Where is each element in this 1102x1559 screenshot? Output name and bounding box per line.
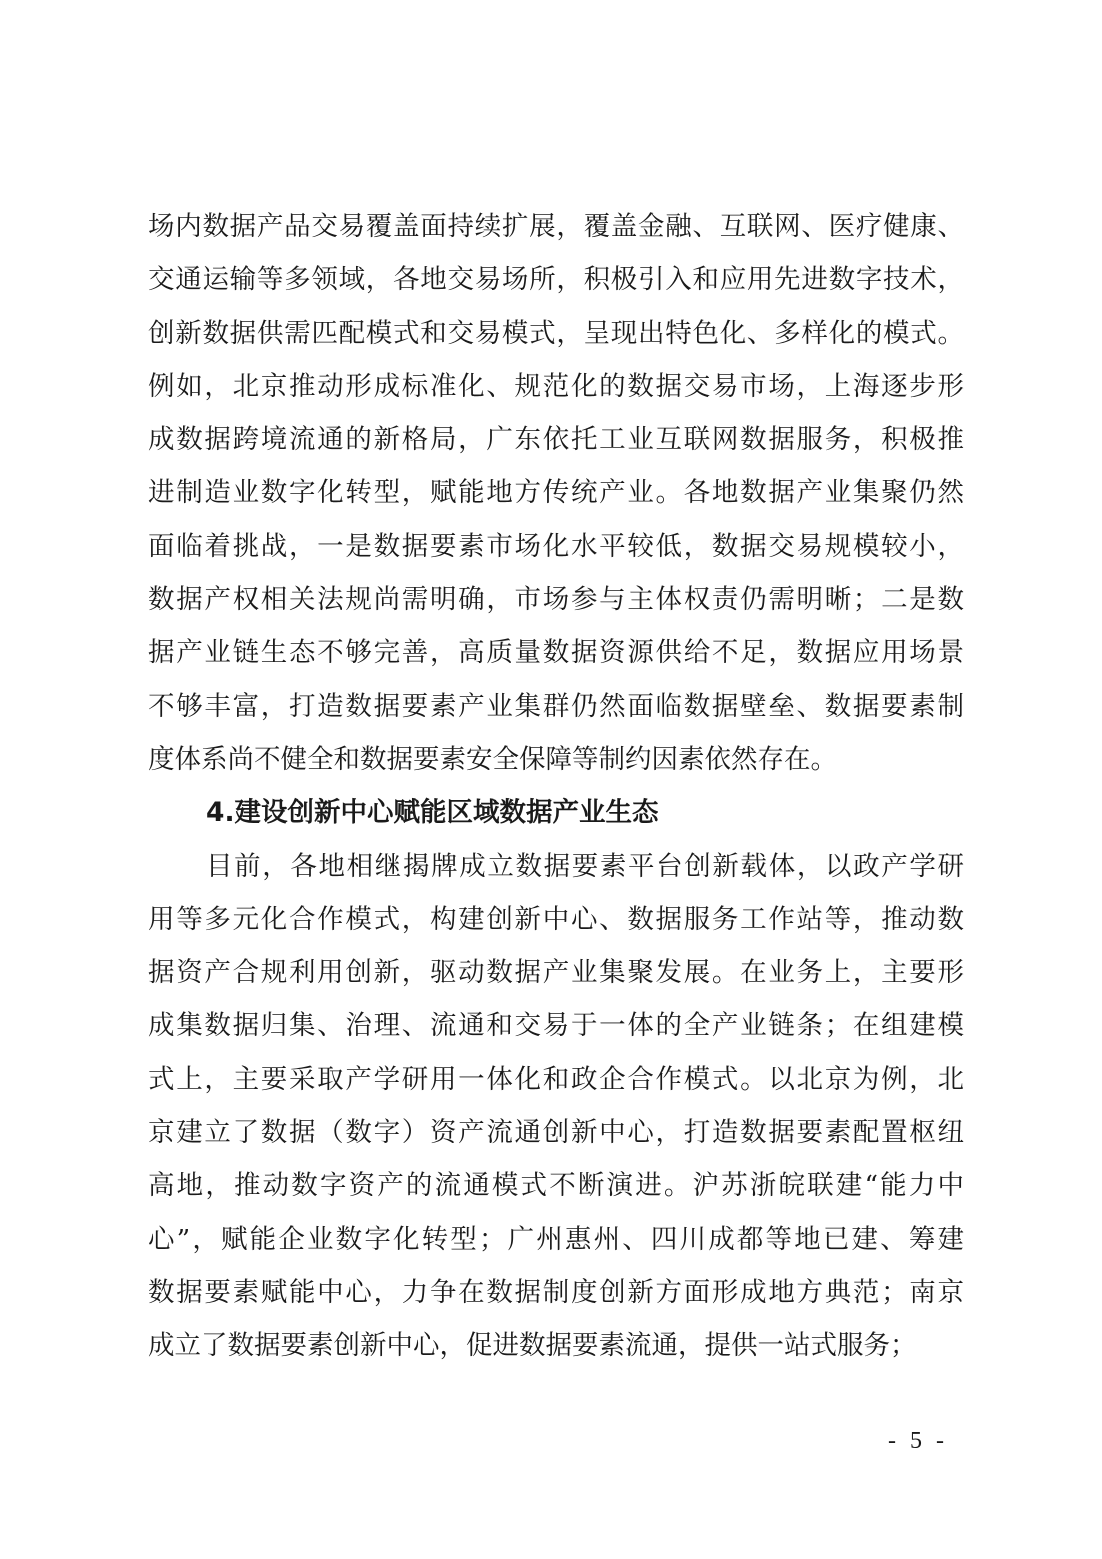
paragraph-line: 目前，各地相继揭牌成立数据要素平台创新载体，以政产学研 xyxy=(206,850,964,882)
paragraph-line: 面临着挑战，一是数据要素市场化水平较低，数据交易规模较小， xyxy=(148,530,964,562)
paragraph-line: 成数据跨境流通的新格局，广东依托工业互联网数据服务，积极推 xyxy=(148,424,964,456)
paragraph-line: 成集数据归集、治理、流通和交易于一体的全产业链条；在组建模 xyxy=(148,1010,964,1042)
paragraph-line: 数据要素赋能中心，力争在数据制度创新方面形成地方典范；南京 xyxy=(148,1276,964,1308)
paragraph-line: 高地，推动数字资产的流通模式不断演进。沪苏浙皖联建“能力中 xyxy=(148,1170,964,1202)
body-text xyxy=(148,200,964,1373)
paragraph-line: 进制造业数字化转型，赋能地方传统产业。各地数据产业集聚仍然 xyxy=(148,477,964,509)
paragraph-line: 场内数据产品交易覆盖面持续扩展，覆盖金融、互联网、医疗健康、 xyxy=(148,211,964,242)
paragraph-line: 据产业链生态不够完善，高质量数据资源供给不足，数据应用场景 xyxy=(148,637,964,669)
paragraph-line: 数据产权相关法规尚需明确，市场参与主体权责仍需明晰；二是数 xyxy=(148,584,964,616)
paragraph-line: 心”，赋能企业数字化转型；广州惠州、四川成都等地已建、筹建 xyxy=(148,1223,964,1255)
paragraph-line: 创新数据供需匹配模式和交易模式，呈现出特色化、多样化的模式。 xyxy=(148,317,964,349)
page-number: - 5 - xyxy=(888,1428,948,1454)
paragraph-2 xyxy=(148,840,964,1373)
section-heading: 4.建设创新中心赋能区域数据产业生态 xyxy=(206,797,659,829)
paragraph-1 xyxy=(148,200,964,786)
paragraph-line: 成立了数据要素创新中心，促进数据要素流通，提供一站式服务； xyxy=(148,1330,917,1362)
paragraph-line: 例如，北京推动形成标准化、规范化的数据交易市场，上海逐步形 xyxy=(148,370,964,402)
paragraph-line: 度体系尚不健全和数据要素安全保障等制约因素依然存在。 xyxy=(148,743,837,775)
paragraph-line: 用等多元化合作模式，构建创新中心、数据服务工作站等，推动数 xyxy=(148,903,964,935)
paragraph-line: 式上，主要采取产学研用一体化和政企合作模式。以北京为例，北 xyxy=(148,1063,964,1095)
paragraph-line: 京建立了数据（数字）资产流通创新中心，打造数据要素配置枢纽 xyxy=(148,1117,964,1149)
paragraph-line: 不够丰富，打造数据要素产业集群仍然面临数据壁垒、数据要素制 xyxy=(148,690,964,722)
paragraph-line: 交通运输等多领域，各地交易场所，积极引入和应用先进数字技术， xyxy=(148,264,964,296)
paragraph-line: 据资产合规利用创新，驱动数据产业集聚发展。在业务上，主要形 xyxy=(148,957,964,989)
